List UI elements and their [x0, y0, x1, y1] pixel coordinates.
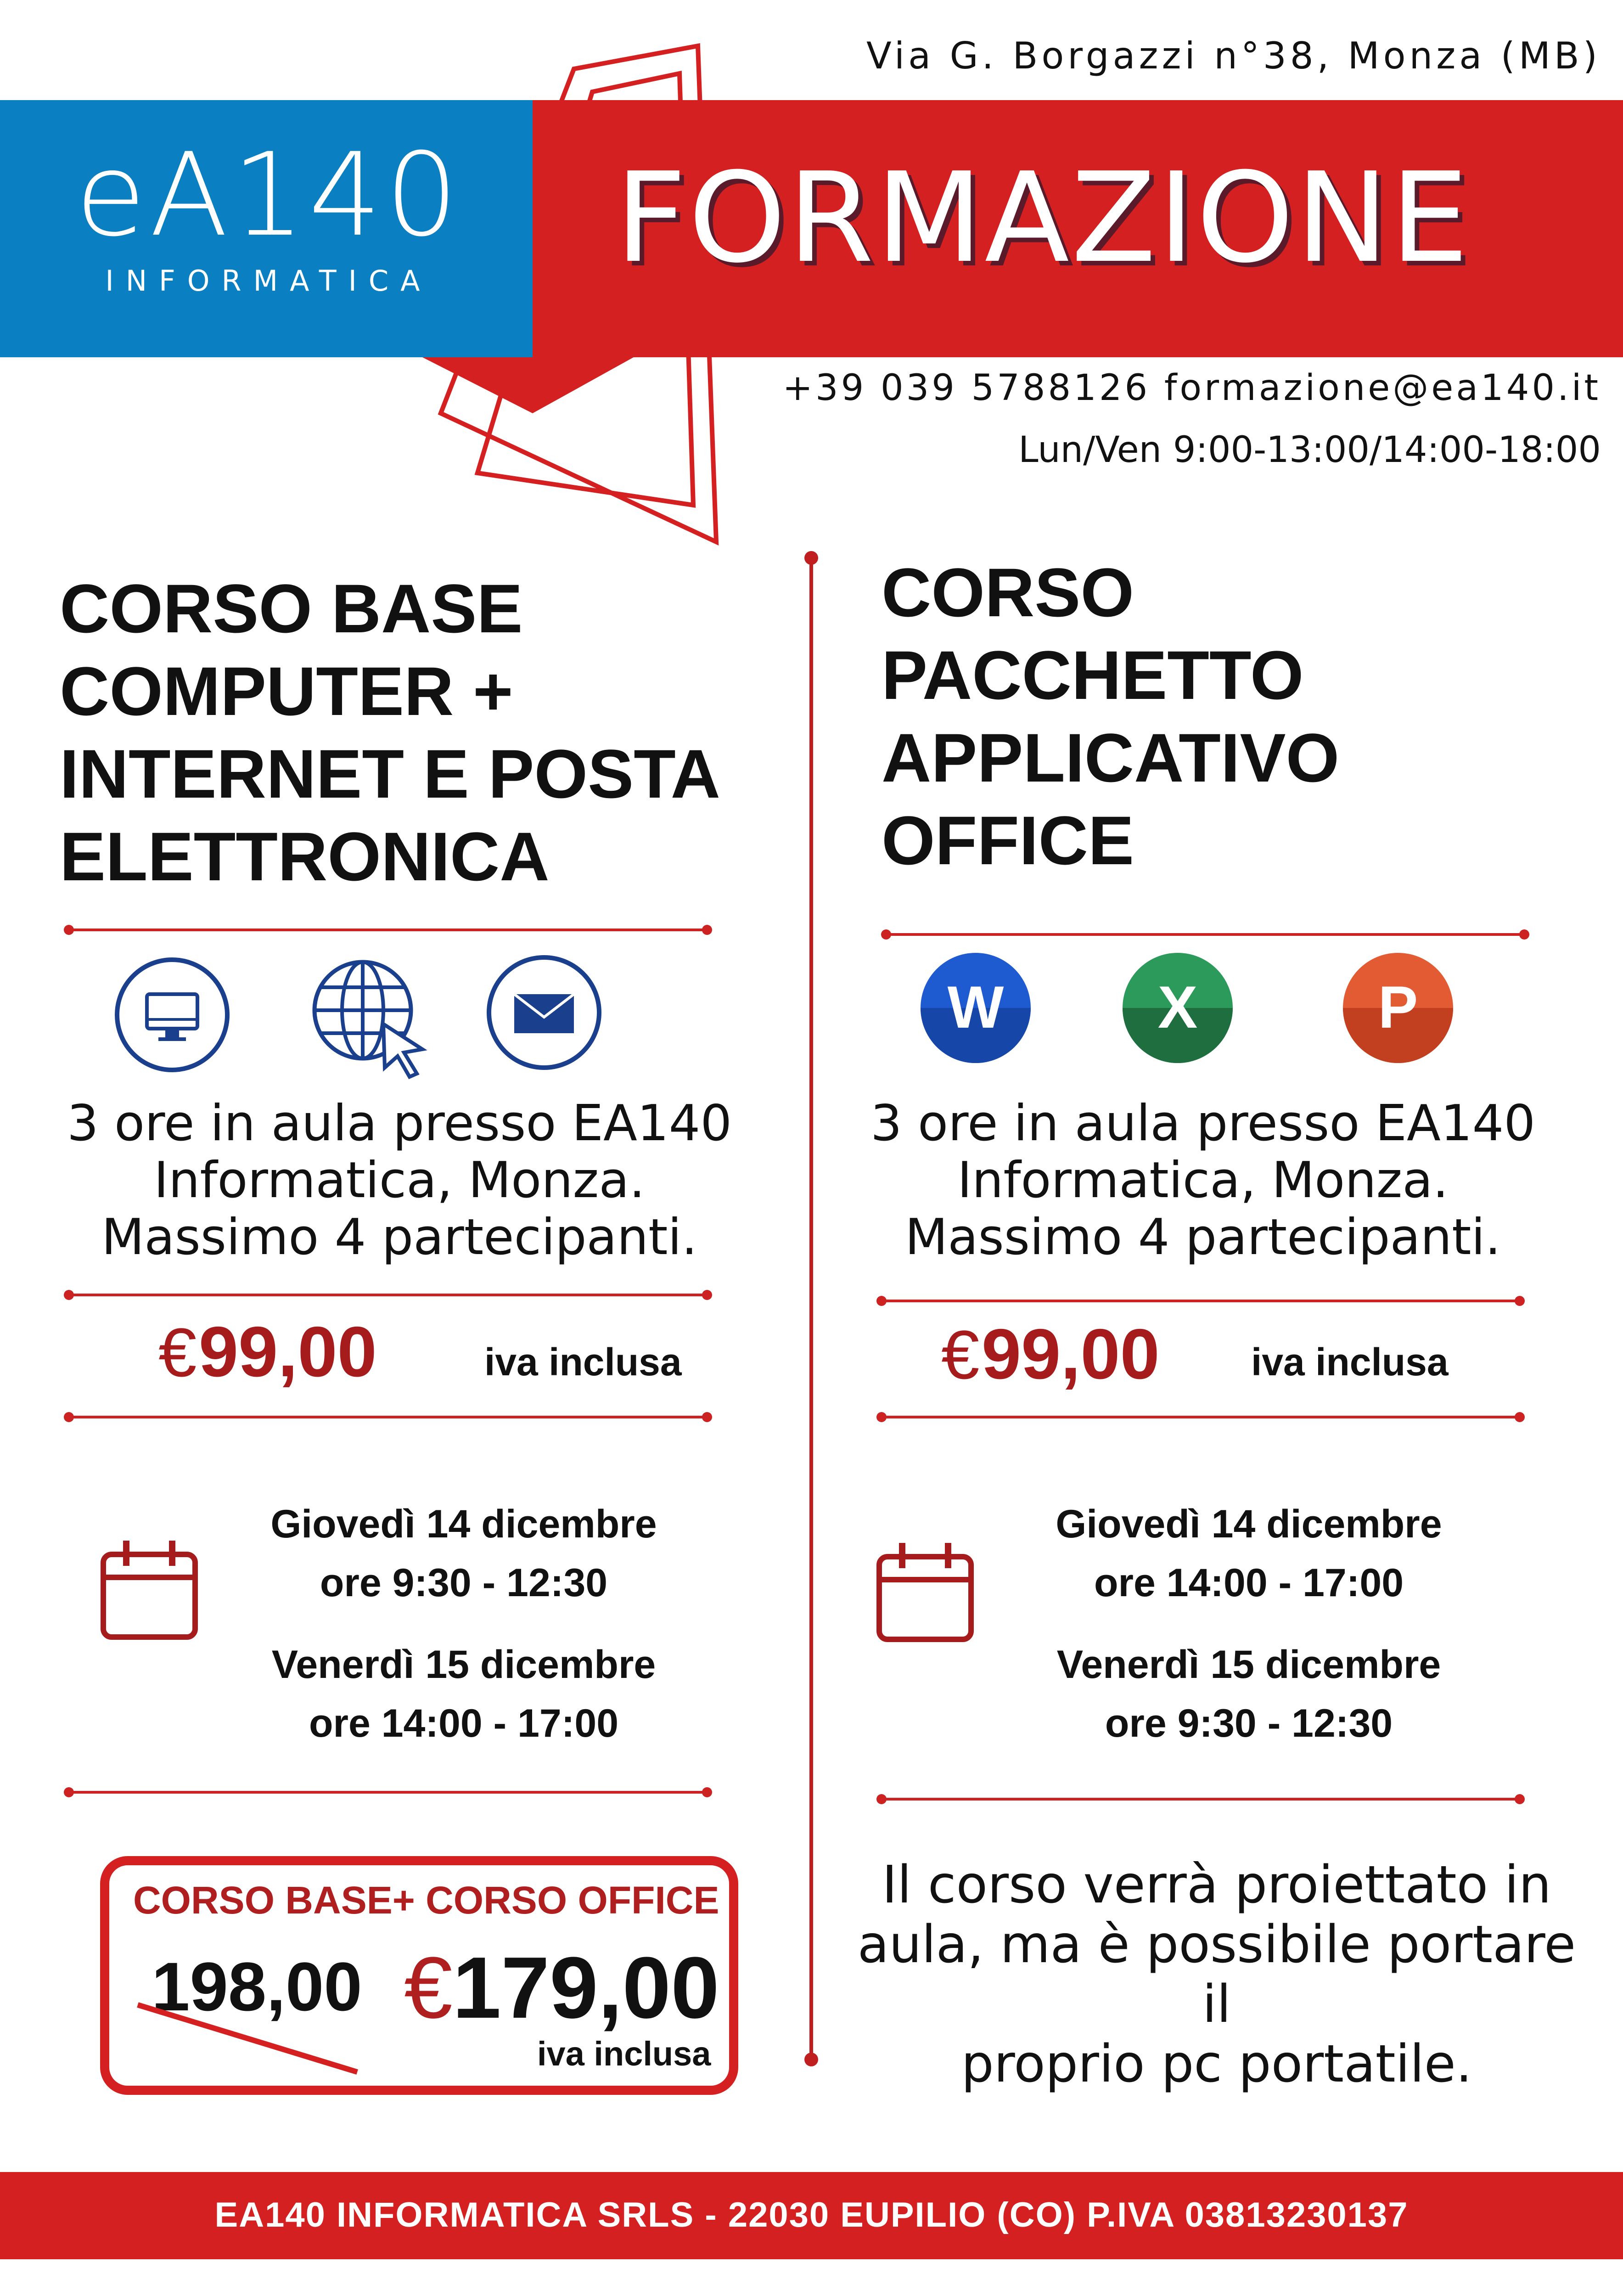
description-line: 3 ore in aula presso EA140	[870, 1095, 1536, 1152]
contact-info: +39 039 5788126 formazione@ea140.it	[782, 367, 1601, 409]
combo-vat-note: iva inclusa	[537, 2035, 711, 2073]
address-text: Via G. Borgazzi n°38, Monza (MB)	[866, 34, 1601, 77]
course-description	[60, 1095, 739, 1266]
title-line: ELETTRONICA	[60, 818, 550, 895]
title-line: COMPUTER +	[60, 653, 513, 730]
course-description	[863, 1095, 1543, 1266]
new-price	[404, 1938, 719, 2038]
word-icon	[918, 951, 1033, 1068]
divider-dot	[804, 2053, 818, 2066]
section-divider	[67, 929, 709, 931]
course-note	[854, 1855, 1579, 2094]
currency-symbol: €	[158, 1314, 197, 1391]
combo-title: CORSO BASE+ CORSO OFFICE	[133, 1879, 719, 1922]
price-block	[941, 1313, 1160, 1395]
section-divider	[67, 1294, 709, 1296]
note-line: aula, ma è possibile portare il	[857, 1915, 1576, 2034]
price-value: 99,00	[981, 1314, 1160, 1394]
currency-symbol: €	[404, 1939, 453, 2037]
footer-text: EA140 INFORMATICA SRLS - 22030 EUPILIO (CO) P.IVA 03813230137	[214, 2195, 1409, 2234]
currency-symbol: €	[941, 1316, 980, 1393]
schedule-time: ore 14:00 - 17:00	[309, 1701, 619, 1745]
new-price-value: 179,00	[452, 1939, 719, 2037]
title-line: CORSO	[882, 554, 1134, 631]
section-divider	[879, 1798, 1522, 1801]
old-price: 198,00	[152, 1948, 362, 2025]
calendar-icon	[875, 1538, 976, 1646]
title-line: PACCHETTO	[882, 636, 1304, 714]
schedule-day: Giovedì 14 dicembre	[1056, 1502, 1442, 1546]
price-value: 99,00	[198, 1312, 377, 1391]
section-divider	[884, 933, 1527, 936]
mail-icon	[487, 955, 601, 1070]
vat-note: iva inclusa	[484, 1340, 682, 1384]
note-line: Il corso verrà proiettato in	[882, 1855, 1551, 1915]
schedule	[1019, 1495, 1478, 1753]
excel-icon	[1120, 951, 1235, 1068]
description-line: Massimo 4 partecipanti.	[905, 1209, 1501, 1266]
section-divider	[67, 1416, 709, 1418]
title-line: CORSO BASE	[60, 570, 523, 647]
computer-icon	[115, 957, 230, 1072]
description-line: Massimo 4 partecipanti.	[101, 1209, 697, 1266]
powerpoint-icon	[1341, 951, 1455, 1068]
logo-wordmark: eA140	[75, 128, 462, 262]
section-divider	[879, 1416, 1522, 1418]
vat-note: iva inclusa	[1251, 1340, 1449, 1384]
schedule-day: Giovedì 14 dicembre	[270, 1502, 657, 1546]
logo-subtitle: INFORMATICA	[105, 264, 432, 298]
schedule-time: ore 14:00 - 17:00	[1094, 1561, 1404, 1605]
note-line: proprio pc portatile.	[961, 2034, 1472, 2094]
globe-cursor-icon	[308, 955, 432, 1079]
schedule-day: Venerdì 15 dicembre	[271, 1643, 656, 1687]
powerpoint-letter: P	[1378, 974, 1418, 1041]
price-block	[158, 1311, 377, 1393]
title-line: INTERNET E POSTA	[60, 735, 720, 812]
title-line: APPLICATIVO	[882, 719, 1340, 796]
title-line: OFFICE	[882, 802, 1134, 879]
divider-dot	[804, 551, 818, 565]
excel-letter: X	[1157, 974, 1198, 1041]
opening-hours: Lun/Ven 9:00-13:00/14:00-18:00	[1018, 429, 1601, 471]
word-letter: W	[947, 974, 1004, 1041]
description-line: Informatica, Monza.	[957, 1152, 1449, 1209]
schedule-time: ore 9:30 - 12:30	[1105, 1701, 1393, 1745]
schedule-time: ore 9:30 - 12:30	[320, 1561, 608, 1605]
course-title-office	[882, 551, 1339, 882]
description-line: Informatica, Monza.	[154, 1152, 645, 1209]
description-line: 3 ore in aula presso EA140	[67, 1095, 732, 1152]
section-divider	[67, 1791, 709, 1794]
section-divider	[879, 1300, 1522, 1302]
calendar-icon	[99, 1536, 200, 1644]
course-title-base	[60, 567, 720, 898]
column-divider	[809, 558, 813, 2060]
schedule-day: Venerdì 15 dicembre	[1056, 1643, 1441, 1687]
schedule	[234, 1495, 693, 1753]
banner-title: FORMAZIONE	[615, 146, 1471, 290]
